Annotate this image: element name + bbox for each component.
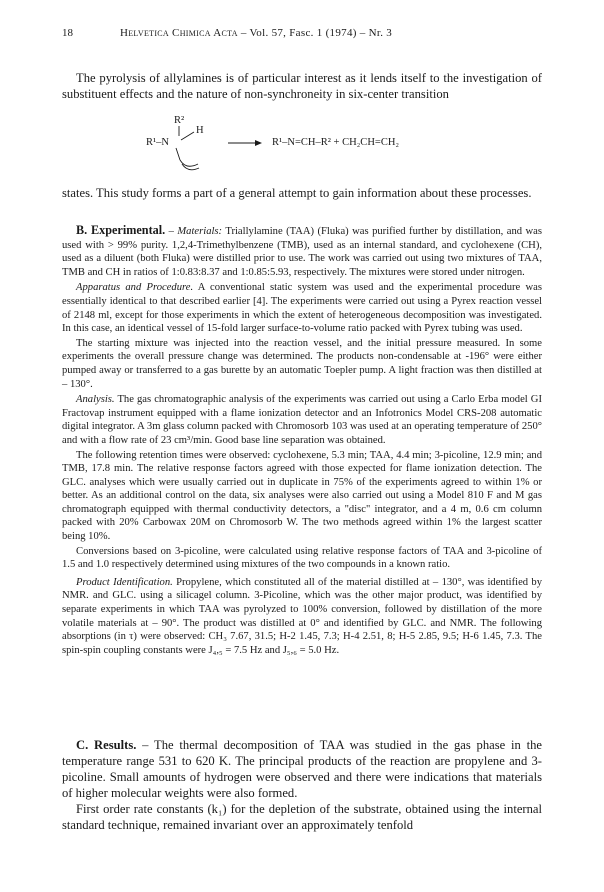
- experimental-section: [62, 224, 542, 657]
- reaction-products: R¹–N=CH–R² + CH₂CH=CH₂: [272, 137, 400, 148]
- analysis-label: Analysis.: [76, 394, 115, 406]
- product-text: Propylene, which constituted all of the material distilled at – 130°, was identified by NMR. and GLC. using a silicagel column. 3-Picoline, which was the other major product, was identified by separate experiments in which TAA was pyrolyzed to 100% conversion, followed by distillation of the more volatile materials at – 90°. The product was distilled at 0° and identified by GLC. and NMR. The following absorptions (in τ) were observed: CH₃ 7.67, 31.5; H-2 1.45, 7.3; H-4 2.51, 8; H-5 2.85, 9.5; H-6 1.45, 7.3. The spin-spin coupling constants were J₄,₅ = 7.5 Hz and J₅,₆ = 5.0 Hz.: [62, 576, 542, 656]
- intro-continued: [62, 185, 542, 201]
- intro-text: The pyrolysis of allylamines is of particular interest as it lends itself to the investigation of substituent effects and the nature of non-synchroneity in six-center transition: [62, 71, 542, 101]
- apparatus-label: Apparatus and Procedure.: [76, 282, 194, 294]
- materials-text: Triallylamine (TAA) (Fluka) was purified further by distillation, and was used with > 99% purity. 1,2,4-Trimethylbenzene (TMB), used as an internal standard, and cyclohexene (CH), used as a diluent (both Fluka) were distilled prior to use. The work was carried out using two mixtures of TAA, TMB and CH in ratios of 1:0.83:8.37 and 1:0.85:5.93, respectively. The mixtures were stored under nitrogen.: [62, 226, 543, 278]
- intro-continued-text: states. This study forms a part of a general attempt to gain information about these processes.: [62, 186, 532, 200]
- journal-name: Helvetica Chimica Acta: [120, 27, 238, 39]
- analysis-paragraph: [62, 393, 542, 447]
- experimental-heading: B. Experimental.: [76, 223, 166, 237]
- results-section: [62, 737, 542, 833]
- product-label: Product Identification.: [76, 576, 173, 588]
- analysis-text: The gas chromatographic analysis of the experiments was carried out using a Carlo Erba model GI Fractovap instrument equipped with a flame ionization detector and an Infotronics Model CRS-208 automatic digital integrator. A 3m glass column packed with Chromosorb 103 was used at an operating temperature of 250° and with a flow rate of 23 cm³/min. Good base line separation was obtained.: [62, 394, 542, 446]
- apparatus-paragraph: [62, 281, 542, 335]
- results-heading: C. Results.: [76, 738, 137, 752]
- journal-citation: [120, 27, 392, 39]
- intro-paragraph: [62, 70, 542, 102]
- results-paragraph-1: [62, 737, 542, 801]
- issue-info: – Vol. 57, Fasc. 1 (1974) – Nr. 3: [237, 27, 393, 39]
- reaction-scheme: [0, 112, 604, 182]
- substituent-r2: R²: [174, 115, 185, 126]
- results-text-1: – The thermal decomposition of TAA was studied in the gas phase in the temperature range 531 to 620 K. The principal products of the reaction are propylene and 3-picoline. Small amounts of hydrogen were observed and there were indications that materials of higher molecular weights were also formed.: [62, 738, 542, 800]
- apparatus-text: A conventional static system was used and the experimental procedure was essentially identical to that described earlier [4]. The experiments were carried out using a Pyrex reaction vessel of 2148 ml, except for those experiments in which the extent of heterogeneous decomposition was investigated. In this case, an identical vessel of 15-fold larger surface-to-volume ratio packed with Pyrex tubing was used.: [62, 282, 542, 335]
- amine-nitrogen: R¹–N: [146, 137, 169, 148]
- results-paragraph-2: First order rate constants (k₁) for the depletion of the substrate, obtained using the internal standard technique, remained invariant over an approximately tenfold: [62, 802, 542, 832]
- materials-label: Materials:: [177, 226, 223, 237]
- running-header: [62, 27, 542, 41]
- transfer-hydrogen: H: [196, 125, 204, 136]
- conversions-paragraph: Conversions based on 3-picoline, were calculated using relative response factors of TAA and 3-picoline of 1.5 and 1.0 respectively determined using mixtures of the two compounds in a known ratio.: [62, 545, 542, 571]
- page-number: 18: [62, 27, 73, 39]
- retention-paragraph: The following retention times were observed: cyclohexene, 5.3 min; TAA, 4.4 min; 3-picoline, 12.9 min; and TMB, 17.8 min. The relative response factors agreed with those expected for flame ionization detection. The GLC. analyses which were usually carried out in duplicate in 75% of the experiments agreed to within 1% or better. As an additional control on the data, six analyses were also carried out using a Model 810 F and M gas chromatograph equipped with thermal conductivity detectors, a "disc" integrator, and a 4 m, 0.6 cm column packed with 20% Carbowax 20M on Chromosorb W. The two methods agreed within 1% the largest scatter being 10%.: [62, 449, 542, 543]
- starting-paragraph: The starting mixture was injected into the reaction vessel, and the initial pressure measured. In some experiments the overall pressure change was determined. The products non-condensable at -196° were either pumped away or transferred to a gas burette by an automatic Toepler pump. A light fraction was then distilled at – 130°.: [62, 337, 542, 390]
- product-paragraph: [62, 576, 542, 658]
- materials-paragraph: B. Experimental. – Materials: Triallylamine (TAA) (Fluka) was purified further by distillation, and was used with > 99% purity. 1,2,4-Trimethylbenzene (TMB), used as an internal standard, and cyclohexene (CH), used as a diluent (both Fluka) were distilled prior to use. The work was carried out using two mixtures of TAA, TMB and CH in ratios of 1:0.83:8.37 and 1:0.85:5.93, respectively. The mixtures were stored under nitrogen.: [62, 223, 543, 278]
